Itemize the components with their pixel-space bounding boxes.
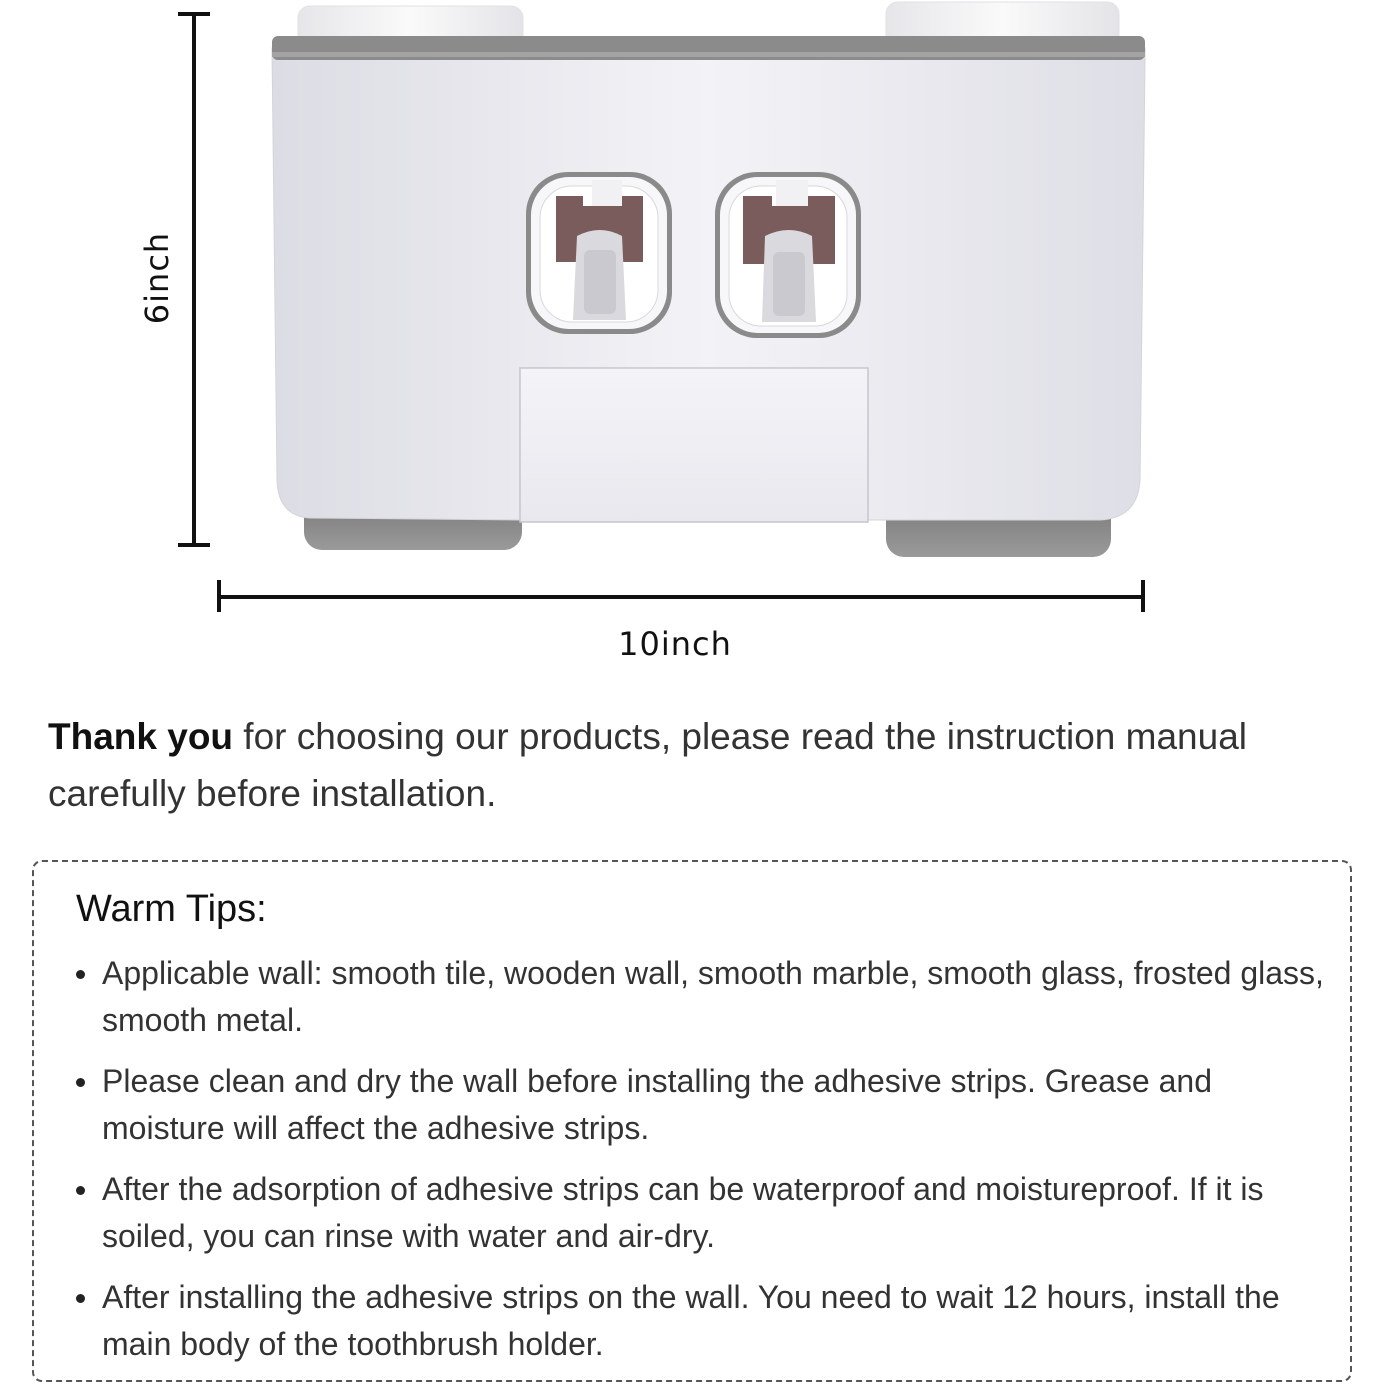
tip-text: After installing the adhesive strips on the wall. You need to wait 12 hours, install the main body of the toothbrush holder. [102, 1279, 1280, 1362]
width-label: 10inch [618, 625, 732, 663]
bullet-icon [76, 1078, 85, 1087]
tip-text: Applicable wall: smooth tile, wooden wall, smooth marble, smooth glass, frosted glass, smooth metal. [102, 955, 1324, 1038]
bullet-icon [76, 970, 85, 979]
height-label: 6inch [138, 231, 176, 325]
dispenser-left [526, 172, 672, 334]
bullet-icon [76, 1294, 85, 1303]
tip-text: Please clean and dry the wall before installing the adhesive strips. Grease and moisture will affect the adhesive strips. [102, 1063, 1212, 1146]
tip-item [102, 950, 1332, 1044]
warm-tips-title: Warm Tips: [76, 888, 267, 930]
dispenser-right [715, 172, 861, 338]
warm-tips-box [32, 860, 1352, 1382]
bullet-icon [76, 1186, 85, 1195]
intro-rest: for choosing our products, please read the instruction manual carefully before installation. [48, 716, 1248, 814]
warm-tips-list [102, 950, 1332, 1368]
tip-item [102, 1274, 1332, 1368]
tip-item [102, 1166, 1332, 1260]
width-dimension-line [219, 580, 1143, 612]
tip-text: After the adsorption of adhesive strips can be waterproof and moistureproof. If it is soiled, you can rinse with water and air-dry. [102, 1171, 1264, 1254]
intro-bold: Thank you [48, 716, 234, 757]
tip-item [102, 1058, 1332, 1152]
height-dimension-line [178, 14, 210, 545]
drawer-front [520, 368, 868, 522]
intro-text [48, 708, 1348, 822]
